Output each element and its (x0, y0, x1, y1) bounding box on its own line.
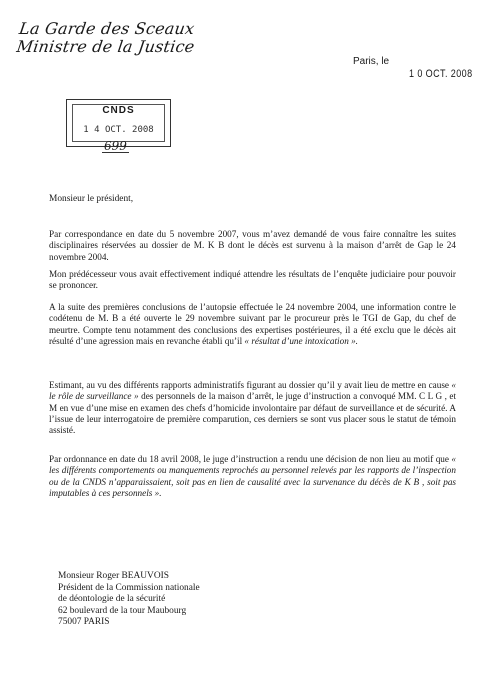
paragraph-5 (49, 454, 456, 499)
stamp-title: CNDS (102, 105, 135, 116)
sender-heading (15, 20, 198, 56)
paragraph-2-text: Mon prédécesseur vous avait effectivement indiqué attendre les résultats de l’enquête judiciaire pour pouvoir se prononcer. (49, 269, 456, 291)
paragraph-3-text: A la suite des premières conclusions de l’autopsie effectuée le 24 novembre 2004, une information contre le codétenu de M. B a été ouverte le 29 novembre suivant par le procureur près le TGI de Gap, du chef de meurtre. Compte tenu notamment des conclusions des expertises postérieures, il a été exclu que le décès ait résulté d’une agression mais en revanche établi qu’il (49, 302, 456, 346)
letter-place: Paris, le (353, 56, 390, 67)
recipient-title: Président de la Commission nationale (58, 582, 200, 593)
paragraph-2 (49, 269, 456, 292)
stamp-date: 1 4 OCT. 2008 (83, 125, 154, 135)
paragraph-4-text-a: Estimant, au vu des différents rapports administratifs figurant au dossier qu’il y avait lieu de mettre en cause (49, 380, 450, 390)
recipient-organization: de déontologie de la sécurité (58, 594, 166, 605)
paragraph-4-quote: « le rôle de surveillance » (49, 380, 457, 402)
paragraph-1-text: Par correspondance en date du 5 novembre 2007, vous m’avez demandé de vous faire connaître les suites disciplinaires réservées au dossier de M. K B dont le décès est survenu à la maison d’arrêt de Gap le 24 novembre 2004. (49, 229, 456, 262)
paragraph-3-quote: « résultat d’une intoxication ». (244, 335, 358, 346)
stamp-number: 699 (104, 139, 127, 153)
paragraph-3 (49, 302, 456, 347)
letter-date: 1 0 OCT. 2008 (409, 68, 473, 80)
paragraph-5-text: Par ordonnance en date du 18 avril 2008, le juge d’instruction a rendu une décision de non lieu au motif que (49, 454, 449, 464)
paragraph-1 (49, 229, 456, 263)
paragraph-4-text-b: des personnels de la maison d’arrêt, le juge d’instruction a convoqué MM. C L G , et M en vue d’une mise en examen des chefs d’homicide involontaire par défaut de surveillance et de sécurité. A l’issue de leur interrogatoire de première comparution, ces derniers se sont vus placer sous le statut de témoin assisté. (49, 391, 456, 436)
recipient-city: 75007 PARIS (58, 617, 110, 628)
sender-line-2: Ministre de la Justice (15, 37, 196, 56)
recipient-name: Monsieur Roger BEAUVOIS (58, 571, 169, 581)
stamp-frame (72, 104, 165, 142)
paragraph-5-quote: « les différents comportements ou manquements reprochés au personnel relevés par les rapports de l’inspection ou de la CNDS n’apparaissaient, soit pas en lien de causalité avec la survenance du décès de K B , soit pas imputables à ces personnels ». (49, 454, 457, 498)
recipient-street: 62 boulevard de la tour Maubourg (58, 605, 187, 616)
salutation: Monsieur le président, (49, 194, 134, 204)
paragraph-4 (49, 380, 456, 436)
recipient-address (58, 571, 200, 629)
sender-line-1: La Garde des Sceaux (18, 19, 196, 38)
